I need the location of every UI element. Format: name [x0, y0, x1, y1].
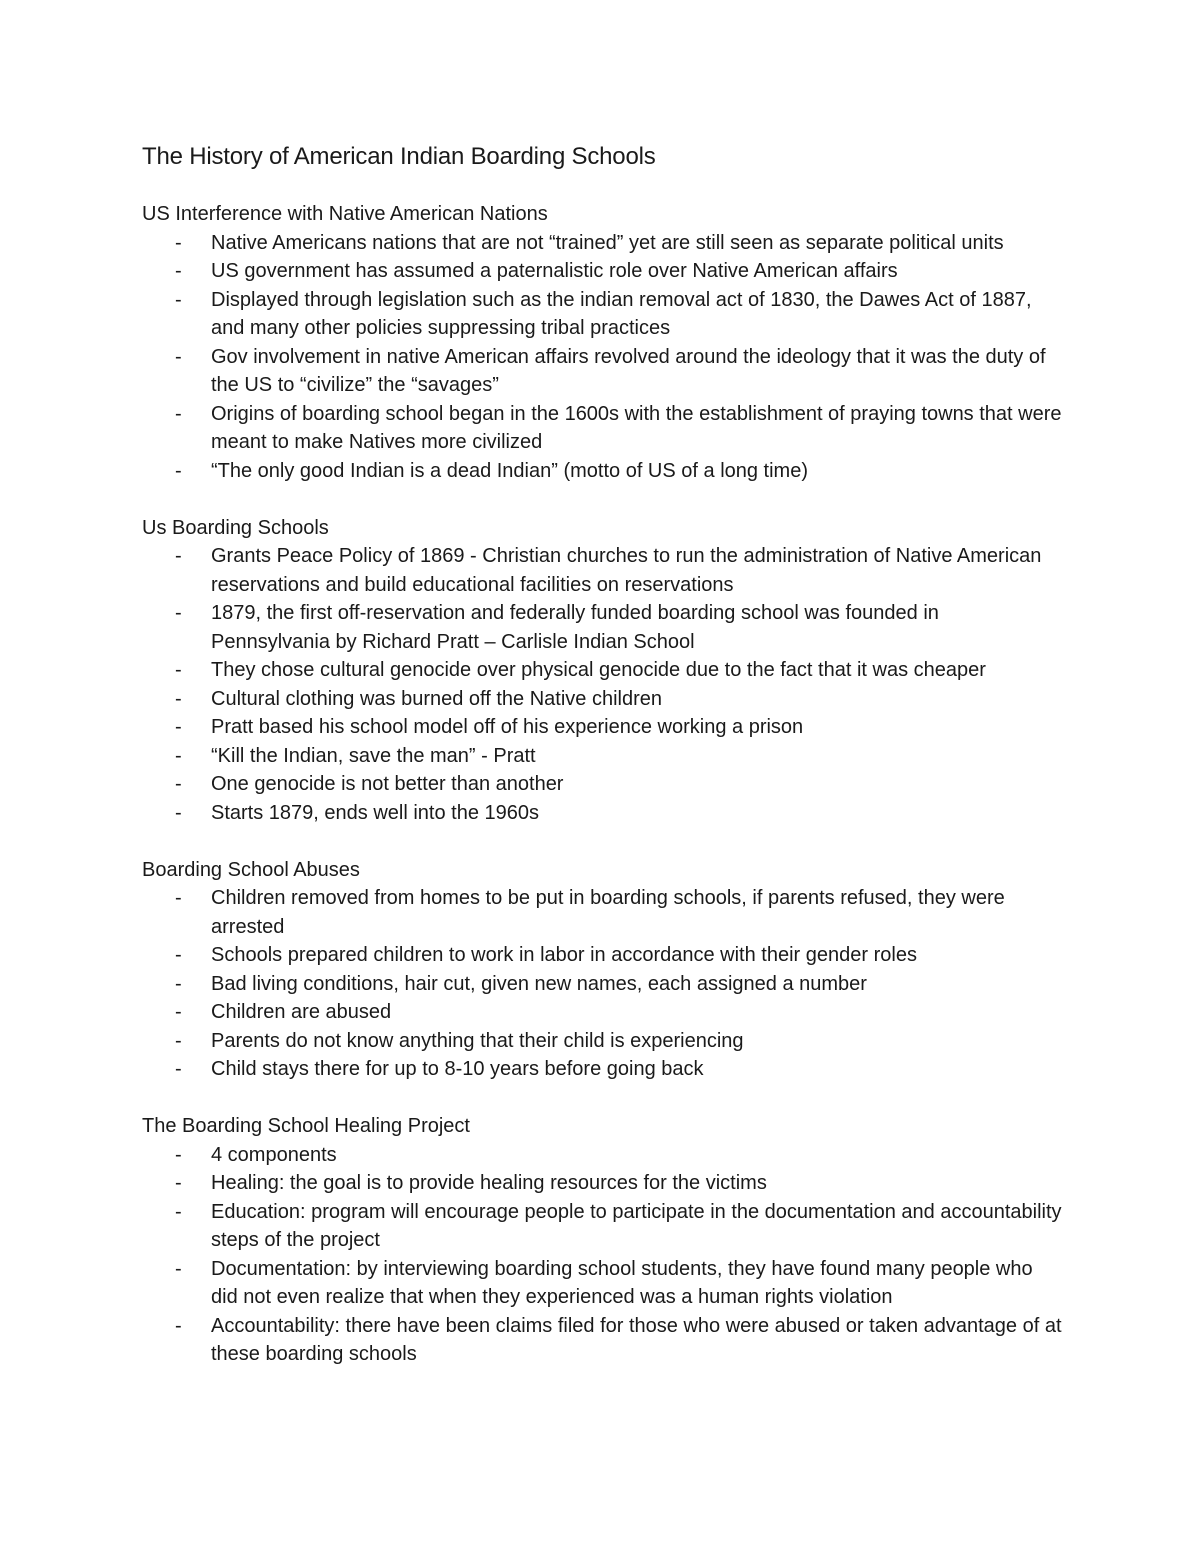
list-item-text: Displayed through legislation such as the indian removal act of 1830, the Dawes Act of 1887, and many other policies suppressing tribal practices [211, 288, 1032, 339]
bullet-marker: - [175, 345, 182, 368]
section [142, 856, 1062, 1084]
list-item-text: Grants Peace Policy of 1869 - Christian churches to run the administration of Native American reservations and build educational facilities on reservations [211, 545, 1042, 596]
section-heading: Us Boarding Schools [142, 516, 329, 539]
bullet-list [142, 229, 1062, 486]
list-item [142, 713, 1062, 742]
bullet-marker: - [175, 459, 182, 482]
list-item [142, 229, 1062, 258]
list-item-text: Accountability: there have been claims filed for those who were abused or taken advantage of at these boarding schools [211, 1314, 1062, 1365]
list-item [142, 343, 1062, 400]
bullet-list [142, 542, 1062, 827]
list-item [142, 742, 1062, 771]
bullet-marker: - [175, 231, 182, 254]
document-page [142, 140, 1062, 1397]
bullet-list [142, 884, 1062, 1084]
list-item-text: Child stays there for up to 8-10 years before going back [211, 1058, 704, 1080]
document-body [142, 200, 1062, 1369]
list-item [142, 542, 1062, 599]
bullet-marker: - [175, 1200, 182, 1223]
section-heading: US Interference with Native American Nations [142, 203, 548, 225]
list-item-text: Documentation: by interviewing boarding school students, they have found many people who did not even realize that when they experienced was a human rights violation [211, 1257, 1033, 1308]
list-item [142, 257, 1062, 286]
list-item-text: Children removed from homes to be put in boarding schools, if parents refused, they were arrested [211, 887, 1005, 938]
list-item [142, 599, 1062, 656]
bullet-marker: - [175, 602, 182, 624]
list-item [142, 1255, 1062, 1312]
bullet-marker: - [175, 1314, 182, 1337]
bullet-marker: - [175, 687, 182, 710]
section [142, 200, 1062, 485]
bullet-marker: - [175, 1172, 182, 1194]
bullet-marker: - [175, 773, 182, 795]
bullet-marker: - [175, 288, 182, 311]
list-item-text: Native Americans nations that are not “trained” yet are still seen as separate political units [211, 231, 1004, 254]
list-item-text: Parents do not know anything that their child is experiencing [211, 1029, 744, 1052]
list-item-text: Schools prepared children to work in labor in accordance with their gender roles [211, 944, 917, 966]
bullet-marker: - [175, 402, 182, 425]
section [142, 1112, 1062, 1369]
list-item-text: US government has assumed a paternalistic role over Native American affairs [211, 260, 898, 282]
list-item [142, 998, 1062, 1027]
bullet-marker: - [175, 801, 182, 824]
bullet-list [142, 1141, 1062, 1369]
bullet-marker: - [175, 944, 182, 966]
list-item [142, 457, 1062, 486]
bullet-marker: - [175, 1001, 182, 1023]
list-item [142, 970, 1062, 999]
list-item-text: 4 components [211, 1143, 337, 1166]
list-item-text: Starts 1879, ends well into the 1960s [211, 801, 539, 824]
bullet-marker: - [175, 545, 182, 567]
bullet-marker: - [175, 659, 182, 681]
list-item [142, 770, 1062, 799]
section-heading: The Boarding School Healing Project [142, 1115, 470, 1137]
list-item [142, 1027, 1062, 1056]
bullet-marker: - [175, 972, 182, 995]
list-item-text: They chose cultural genocide over physical genocide due to the fact that it was cheaper [211, 659, 986, 681]
list-item [142, 1198, 1062, 1255]
list-item-text: “Kill the Indian, save the man” - Pratt [211, 744, 536, 767]
bullet-marker: - [175, 1058, 182, 1080]
list-item [142, 685, 1062, 714]
list-item-text: Gov involvement in native American affairs revolved around the ideology that it was the duty of the US to “civilize” the “savages” [211, 345, 1046, 396]
list-item [142, 884, 1062, 941]
list-item-text: Bad living conditions, hair cut, given new names, each assigned a number [211, 972, 867, 995]
list-item-text: Healing: the goal is to provide healing resources for the victims [211, 1172, 767, 1194]
section-heading: Boarding School Abuses [142, 858, 360, 881]
list-item [142, 1055, 1062, 1084]
document-title: The History of American Indian Boarding Schools [142, 143, 656, 170]
list-item [142, 1141, 1062, 1170]
list-item [142, 656, 1062, 685]
list-item [142, 799, 1062, 828]
list-item-text: Pratt based his school model off of his experience working a prison [211, 716, 804, 738]
bullet-marker: - [175, 1029, 182, 1052]
list-item [142, 1169, 1062, 1198]
bullet-marker: - [175, 1257, 182, 1280]
list-item-text: Children are abused [211, 1001, 392, 1023]
bullet-marker: - [175, 744, 182, 767]
bullet-marker: - [175, 1143, 182, 1166]
bullet-marker: - [175, 716, 182, 738]
list-item [142, 400, 1062, 457]
list-item-text: One genocide is not better than another [211, 773, 564, 795]
list-item [142, 941, 1062, 970]
list-item-text: 1879, the first off-reservation and federally funded boarding school was founded in Pennsylvania by Richard Pratt – Carlisle Indian School [211, 602, 939, 653]
bullet-marker: - [175, 260, 182, 282]
list-item-text: “The only good Indian is a dead Indian” (motto of US of a long time) [211, 459, 809, 482]
bullet-marker: - [175, 887, 182, 909]
list-item-text: Education: program will encourage people to participate in the documentation and accountability steps of the project [211, 1200, 1062, 1251]
list-item [142, 286, 1062, 343]
section [142, 514, 1062, 828]
list-item-text: Origins of boarding school began in the 1600s with the establishment of praying towns that were meant to make Natives more civilized [211, 402, 1062, 453]
list-item-text: Cultural clothing was burned off the Native children [211, 687, 662, 710]
list-item [142, 1312, 1062, 1369]
